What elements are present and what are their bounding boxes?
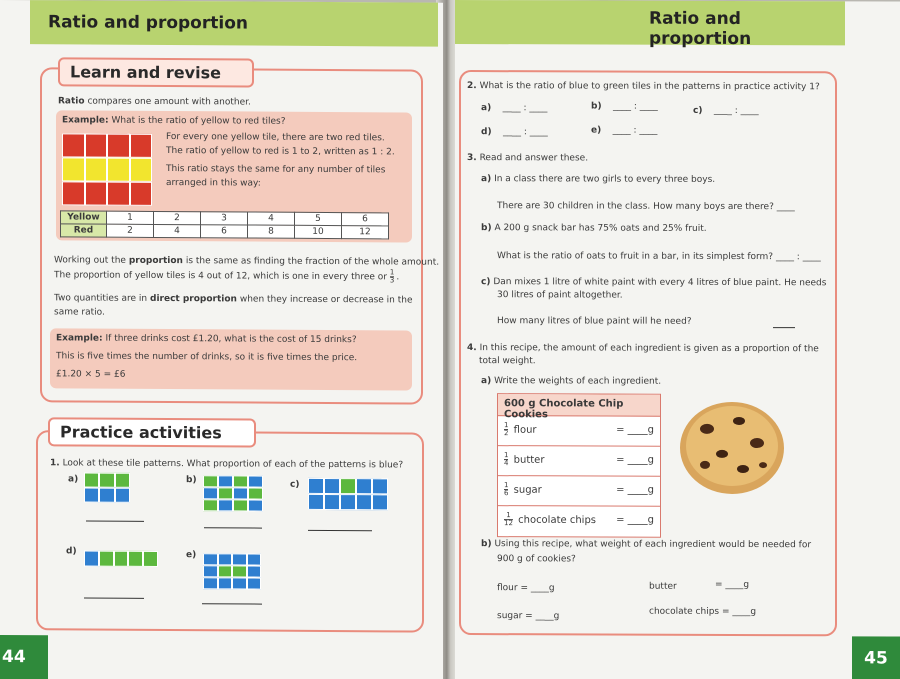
left-page-title: Ratio and proportion [48,12,248,34]
q2-part-e: e) ____ : ____ [591,125,658,136]
right-header-band [455,0,845,50]
left-page-number: 44 [0,635,48,679]
ratio-row-red: Red 2 4 6 8 10 12 [61,224,389,239]
q3c-question: How many litres of blue paint will he need? [497,316,692,327]
cookie-image [677,399,787,497]
example2-line-2: This is five times the number of drinks, so it is five times the price. [56,351,358,364]
example1-line-4: arranged in this way: [166,178,261,189]
proportion-text-2: The proportion of yellow tiles is 4 out of 12, which is one in every three or $\frac{1}{3}$ . [54,268,400,285]
right-page-title: Ratio and proportion [649,8,752,50]
q4b-line-2: 900 g of cookies? [497,554,576,565]
pattern-e-tiles [203,553,261,589]
right-page-number: 45 [852,636,900,679]
q2-part-d: d) ____ : ____ [481,127,548,138]
yellow-red-tiles [62,133,152,206]
answer-sugar[interactable]: sugar = ____g [497,611,560,622]
example2-text: Example: If three drinks cost £1.20, what is the cost of 15 drinks? [56,333,357,346]
recipe-row-sugar: $\frac{1}{6}$ sugar = ____g [498,476,660,507]
proportion-text-1: Working out the proportion is the same as finding the fraction of the whole amount. [54,255,440,268]
answer-butter-label: butter [649,581,677,592]
answer-flour[interactable]: flour = ____g [497,583,555,594]
q2-part-c: c) ____ : ____ [693,105,759,117]
q3a: a) In a class there are two girls to every three boys. [481,174,716,185]
pattern-a-tiles [84,473,130,503]
recipe-row-chocolate-chips: $\frac{1}{12}$ chocolate chips = ____g [504,511,654,528]
practice-title: Practice activities [48,417,256,447]
right-page [455,0,900,679]
recipe-table [497,393,661,538]
direct-proportion-text-2: same ratio. [54,307,105,318]
q3c-answer-line[interactable] [773,327,795,328]
example2-line-3: £1.20 × 5 = £6 [56,369,126,380]
recipe-row-flour: $\frac{1}{2}$ flour = ____g [498,416,660,447]
answer-butter[interactable]: = ____g [715,579,750,591]
q3a-question: There are 30 children in the class. How many boys are there? ____ [497,201,795,213]
pattern-a-label: a) [68,474,79,485]
direct-proportion-text: Two quantities are in direct proportion when they increase or decrease in the [54,293,413,306]
learn-title: Learn and revise [58,57,254,87]
pattern-d-tiles [84,551,158,567]
pattern-c-tiles [308,478,388,510]
question-3: 3. Read and answer these. [467,153,589,164]
q4a: a) Write the weights of each ingredient. [481,376,662,387]
pattern-b-label: b) [186,475,197,486]
answer-chocolate-chips[interactable]: chocolate chips = ____g [649,606,757,618]
example1-line-1: For every one yellow tile, there are two red tiles. [166,132,385,144]
pattern-c-label: c) [290,479,300,490]
left-header-band [30,0,438,46]
q3b-question: What is the ratio of oats to fruit in a bar, in its simplest form? ____ : ____ [497,251,821,263]
left-page [0,0,443,679]
pattern-b-tiles [203,475,263,511]
question-4-line-2: total weight. [479,356,536,367]
question-4: 4. In this recipe, the amount of each ingredient is given as a proportion of the [467,343,819,355]
question-2: 2. What is the ratio of blue to green tiles in the patterns in practice activity 1? [467,81,820,93]
example1-line-3: This ratio stays the same for any number of tiles [166,164,386,176]
q2-part-b: b) ____ : ____ [591,101,658,112]
q4b: b) Using this recipe, what weight of each ingredient would be needed for [481,539,812,551]
recipe-row-butter: $\frac{1}{4}$ butter = ____g [498,446,660,477]
q3c: c) Dan mixes 1 litre of white paint with every 4 litres of blue paint. He needs [481,277,827,289]
q3c-line-2: 30 litres of paint altogether. [497,290,623,301]
example1-text: Example: What is the ratio of yellow to red tiles? [62,115,286,127]
q2-part-a: a) ____ : ____ [481,103,548,114]
ratio-row-yellow: Yellow 1 2 3 4 5 6 [61,211,389,226]
example1-line-2: The ratio of yellow to red is 1 to 2, written as 1 : 2. [166,146,395,158]
ratio-intro: Ratio compares one amount with another. [58,96,251,108]
pattern-e-label: e) [186,550,197,561]
ratio-table [60,210,389,239]
recipe-title: 600 g Chocolate Chip Cookies [498,394,660,417]
pattern-d-label: d) [66,546,77,557]
q3b: b) A 200 g snack bar has 75% oats and 25% fruit. [481,223,707,234]
question-1: 1. Look at these tile patterns. What proportion of each of the patterns is blue? [50,458,404,471]
